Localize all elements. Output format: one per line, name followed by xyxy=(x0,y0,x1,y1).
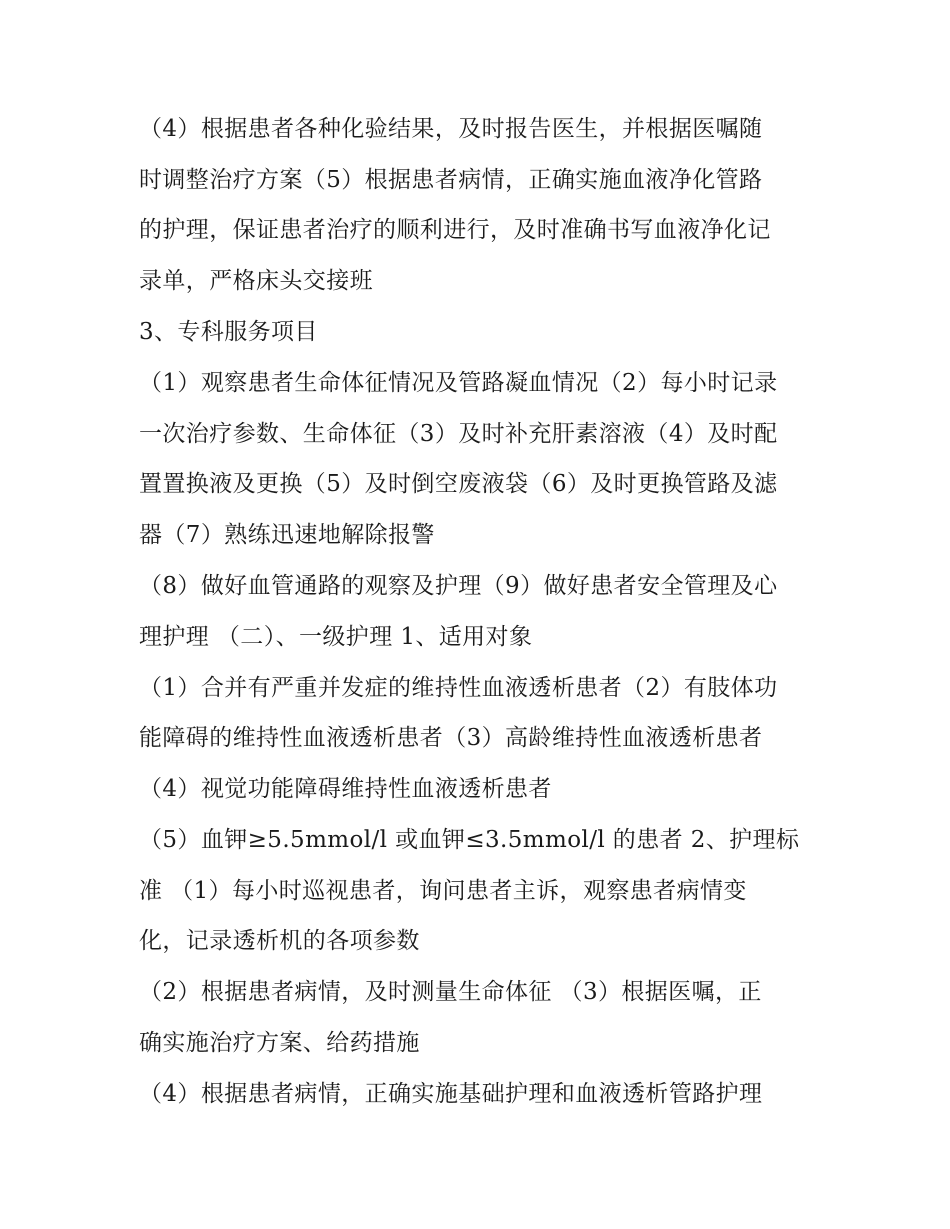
text-line: （5）血钾≥5.5mmol/l 或血钾≤3.5mmol/l 的患者 2、护理标 xyxy=(139,827,800,853)
text-line: （1）观察患者生命体征情况及管路凝血情况（2）每小时记录 xyxy=(139,370,778,396)
section-heading: 3、专科服务项目 xyxy=(139,319,318,345)
text-line: 录单，严格床头交接班 xyxy=(139,268,373,294)
text-line: 确实施治疗方案、给药措施 xyxy=(139,1030,420,1056)
text-line: （4）根据患者各种化验结果，及时报告医生，并根据医嘱随 xyxy=(139,116,763,142)
text-line: 准 （1）每小时巡视患者，询问患者主诉，观察患者病情变 xyxy=(139,878,747,904)
text-line: 的护理，保证患者治疗的顺利进行，及时准确书写血液净化记 xyxy=(139,217,771,243)
text-line: （8）做好血管通路的观察及护理（9）做好患者安全管理及心 xyxy=(139,573,778,599)
text-line: 一次治疗参数、生命体征（3）及时补充肝素溶液（4）及时配 xyxy=(139,421,778,447)
text-line: （4）视觉功能障碍维持性血液透析患者 xyxy=(139,776,552,802)
text-line: （4）根据患者病情，正确实施基础护理和血液透析管路护理 xyxy=(139,1081,763,1107)
text-line: 化，记录透析机的各项参数 xyxy=(139,928,420,954)
text-line: （2）根据患者病情，及时测量生命体征 （3）根据医嘱，正 xyxy=(139,979,762,1005)
text-line: 理护理 （二）、一级护理 1、适用对象 xyxy=(139,624,533,650)
text-line: （1）合并有严重并发症的维持性血液透析患者（2）有肢体功 xyxy=(139,675,778,701)
text-line: 时调整治疗方案（5）根据患者病情，正确实施血液净化管路 xyxy=(139,167,763,193)
text-line: 能障碍的维持性血液透析患者（3）高龄维持性血液透析患者 xyxy=(139,725,763,751)
text-line: 器（7）熟练迅速地解除报警 xyxy=(139,522,435,548)
text-line: 置置换液及更换（5）及时倒空废液袋（6）及时更换管路及滤 xyxy=(139,471,778,497)
